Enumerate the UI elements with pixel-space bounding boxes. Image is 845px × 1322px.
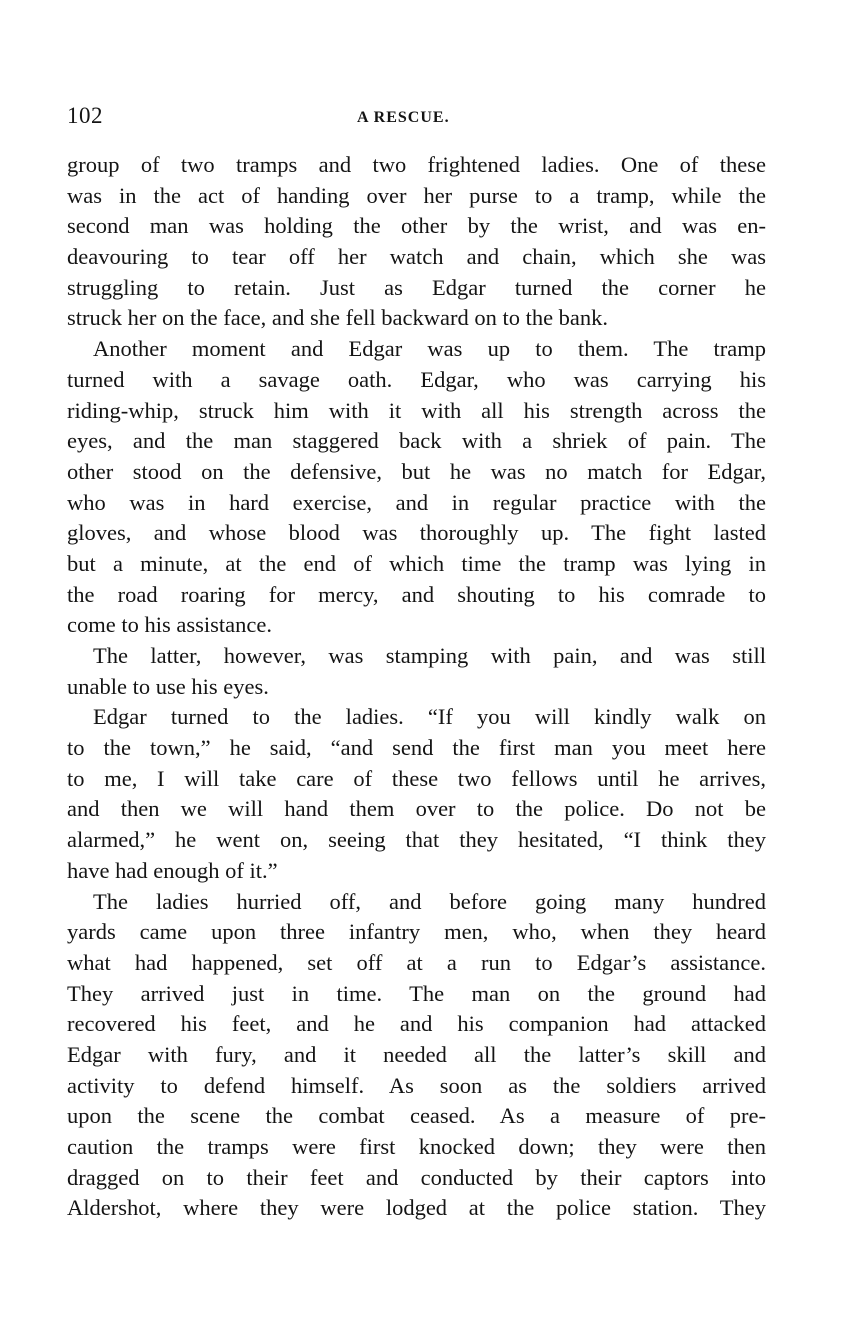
text-line: have had enough of it.”	[67, 857, 278, 883]
text-line: who was in hard exercise, and in regular practice with the	[67, 489, 766, 515]
body-text	[67, 150, 766, 1224]
text-line: struggling to retain. Just as Edgar turned the corner he	[67, 274, 766, 300]
text-line: They arrived just in time. The man on the ground had	[67, 980, 766, 1006]
text-line: and then we will hand them over to the police. Do not be	[67, 796, 766, 822]
text-line: upon the scene the combat ceased. As a measure of pre-	[67, 1103, 766, 1129]
page-header	[67, 98, 767, 134]
text-line: to me, I will take care of these two fellows until he arrives,	[67, 765, 766, 791]
text-line: Edgar with fury, and it needed all the latter’s skill and	[67, 1041, 766, 1067]
text-line: struck her on the face, and she fell backward on to the bank.	[67, 305, 609, 331]
text-line: Edgar turned to the ladies. “If you will kindly walk on	[93, 704, 766, 730]
running-head: A RESCUE.	[357, 109, 450, 126]
text-line: turned with a savage oath. Edgar, who was carrying his	[67, 366, 766, 392]
text-line: alarmed,” he went on, seeing that they hesitated, “I think they	[67, 827, 766, 853]
text-line: deavouring to tear off her watch and chain, which she was	[67, 244, 766, 270]
text-line: was in the act of handing over her purse to a tramp, while the	[67, 182, 766, 208]
text-line: but a minute, at the end of which time the tramp was lying in	[67, 550, 766, 576]
text-line: gloves, and whose blood was thoroughly up. The fight lasted	[67, 520, 766, 546]
text-line: second man was holding the other by the wrist, and was en-	[67, 213, 766, 239]
text-line: other stood on the defensive, but he was no match for Edgar,	[67, 458, 766, 484]
text-line: unable to use his eyes.	[67, 673, 269, 699]
text-line: to the town,” he said, “and send the first man you meet here	[67, 735, 766, 761]
text-line: Another moment and Edgar was up to them. The tramp	[93, 336, 766, 362]
text-line: recovered his feet, and he and his companion had attacked	[67, 1011, 766, 1037]
text-line: eyes, and the man staggered back with a shriek of pain. The	[67, 428, 766, 454]
text-line: the road roaring for mercy, and shouting to his comrade to	[67, 581, 766, 607]
text-line: The ladies hurried off, and before going many hundred	[93, 888, 766, 914]
text-line: yards came upon three infantry men, who, when they heard	[67, 919, 766, 945]
text-line: riding-whip, struck him with it with all his strength across the	[67, 397, 766, 423]
text-line: group of two tramps and two frightened ladies. One of these	[67, 152, 766, 177]
text-line: what had happened, set off at a run to Edgar’s assistance.	[67, 949, 766, 975]
text-line: activity to defend himself. As soon as the soldiers arrived	[67, 1072, 766, 1098]
text-line: caution the tramps were first knocked down; they were then	[67, 1134, 766, 1159]
text-line: come to his assistance.	[67, 612, 272, 638]
text-line: dragged on to their feet and conducted by their captors into	[67, 1164, 766, 1190]
page-number: 102	[67, 103, 103, 128]
text-line: Aldershot, where they were lodged at the police station. They	[67, 1195, 766, 1221]
text-line: The latter, however, was stamping with pain, and was still	[93, 643, 766, 668]
